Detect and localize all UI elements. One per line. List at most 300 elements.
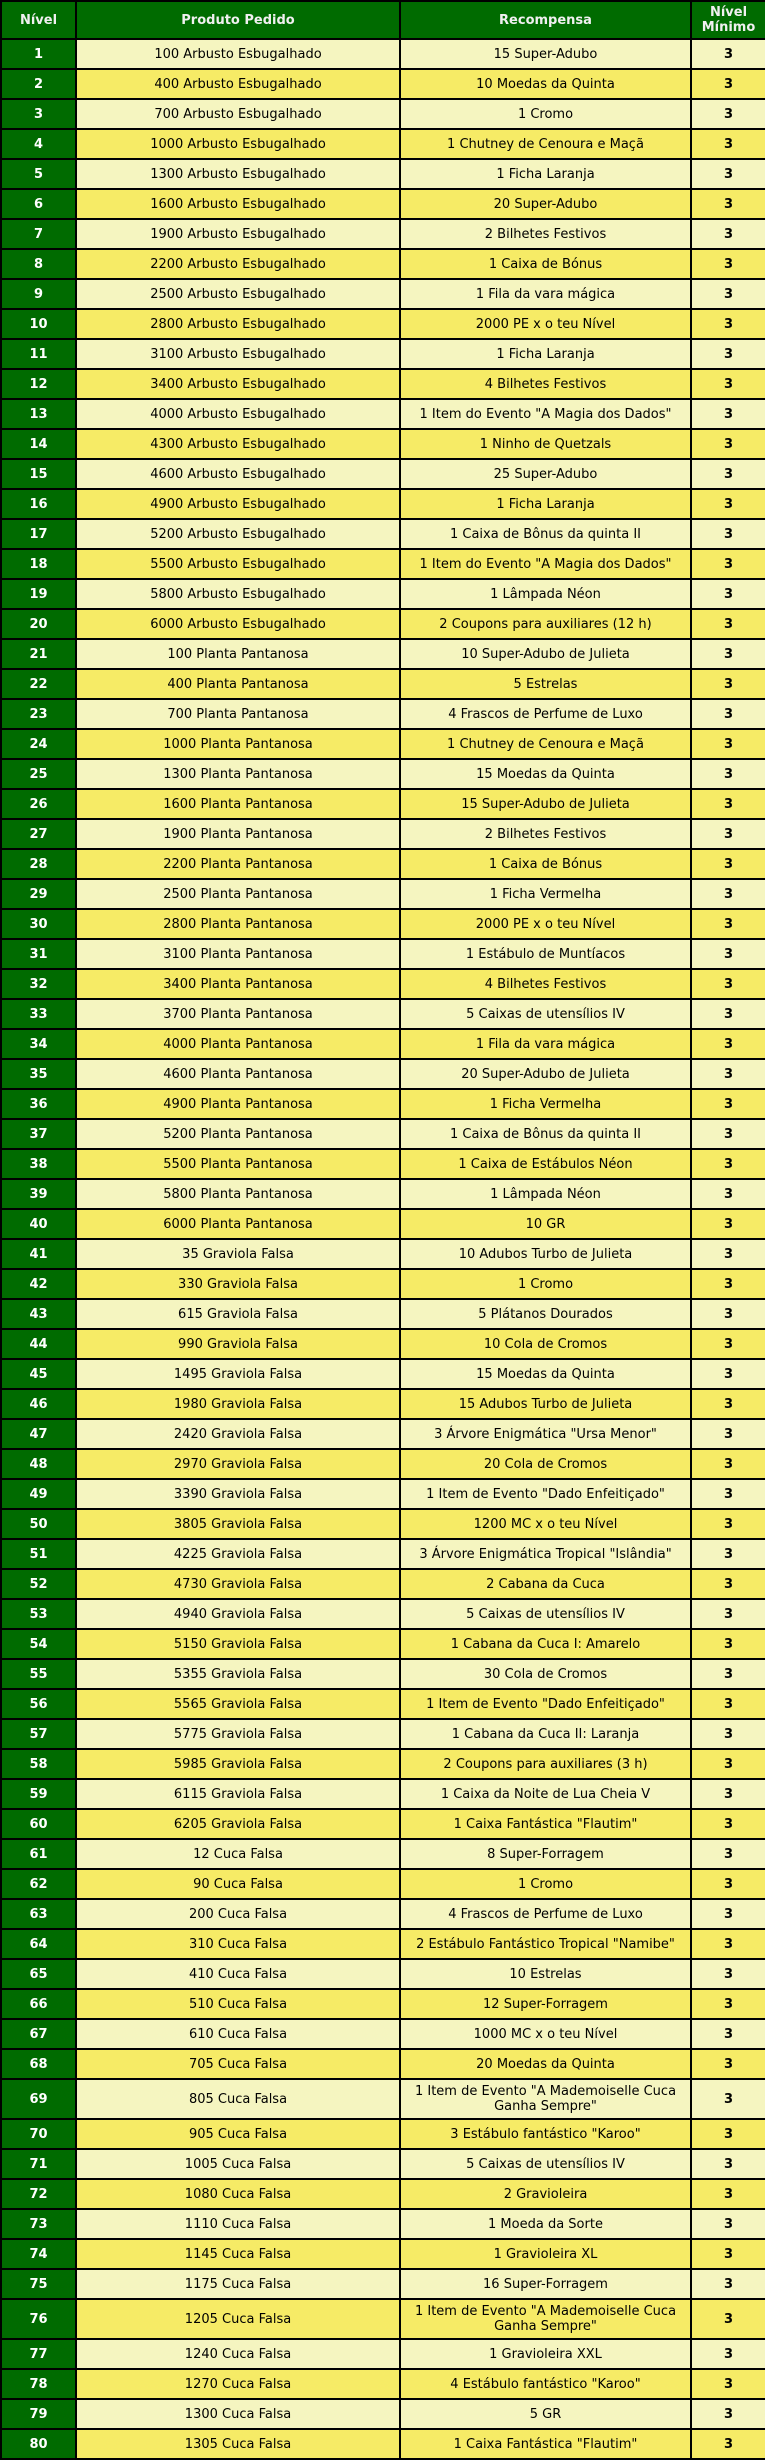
table-row: [1, 2369, 765, 2399]
table-row: [1, 2399, 765, 2429]
product-cell: 3100 Planta Pantanosa: [76, 939, 400, 969]
reward-cell: 1 Item do Evento "A Magia dos Dados": [400, 399, 691, 429]
level-cell: 23: [1, 699, 76, 729]
product-cell: 3700 Planta Pantanosa: [76, 999, 400, 1029]
table-row: [1, 909, 765, 939]
table-row: [1, 2049, 765, 2079]
level-cell: 18: [1, 549, 76, 579]
table-row: [1, 99, 765, 129]
min-level-cell: 3: [691, 849, 765, 879]
table-row: [1, 1719, 765, 1749]
level-cell: 70: [1, 2119, 76, 2149]
min-level-cell: 3: [691, 39, 765, 69]
table-row: [1, 1089, 765, 1119]
level-cell: 44: [1, 1329, 76, 1359]
reward-cell: 1 Caixa de Bônus da quinta II: [400, 1119, 691, 1149]
table-row: [1, 2119, 765, 2149]
product-cell: 905 Cuca Falsa: [76, 2119, 400, 2149]
product-cell: 1110 Cuca Falsa: [76, 2209, 400, 2239]
product-cell: 2500 Arbusto Esbugalhado: [76, 279, 400, 309]
table-row: [1, 819, 765, 849]
product-cell: 4940 Graviola Falsa: [76, 1599, 400, 1629]
reward-cell: 1 Lâmpada Néon: [400, 579, 691, 609]
level-cell: 78: [1, 2369, 76, 2399]
min-level-cell: 3: [691, 1149, 765, 1179]
reward-cell: 1 Item de Evento "Dado Enfeitiçado": [400, 1479, 691, 1509]
min-level-cell: 3: [691, 549, 765, 579]
table-row: [1, 2209, 765, 2239]
product-cell: 3400 Arbusto Esbugalhado: [76, 369, 400, 399]
product-cell: 2800 Arbusto Esbugalhado: [76, 309, 400, 339]
min-level-cell: 3: [691, 579, 765, 609]
min-level-cell: 3: [691, 2049, 765, 2079]
min-level-cell: 3: [691, 1809, 765, 1839]
product-cell: 5200 Arbusto Esbugalhado: [76, 519, 400, 549]
product-cell: 3390 Graviola Falsa: [76, 1479, 400, 1509]
min-level-cell: 3: [691, 789, 765, 819]
table-row: [1, 1359, 765, 1389]
level-cell: 45: [1, 1359, 76, 1389]
level-cell: 16: [1, 489, 76, 519]
product-cell: 4300 Arbusto Esbugalhado: [76, 429, 400, 459]
header-product: Produto Pedido: [76, 1, 400, 39]
level-cell: 8: [1, 249, 76, 279]
level-cell: 73: [1, 2209, 76, 2239]
min-level-cell: 3: [691, 1779, 765, 1809]
product-cell: 1005 Cuca Falsa: [76, 2149, 400, 2179]
product-cell: 2200 Planta Pantanosa: [76, 849, 400, 879]
min-level-cell: 3: [691, 1629, 765, 1659]
product-cell: 5200 Planta Pantanosa: [76, 1119, 400, 1149]
table-row: [1, 1809, 765, 1839]
level-cell: 71: [1, 2149, 76, 2179]
reward-cell: 4 Bilhetes Festivos: [400, 969, 691, 999]
min-level-cell: 3: [691, 99, 765, 129]
min-level-cell: 3: [691, 429, 765, 459]
table-row: [1, 219, 765, 249]
min-level-cell: 3: [691, 189, 765, 219]
reward-cell: 1 Chutney de Cenoura e Maçã: [400, 129, 691, 159]
level-cell: 68: [1, 2049, 76, 2079]
table-row: [1, 519, 765, 549]
reward-cell: 2000 PE x o teu Nível: [400, 909, 691, 939]
table-row: [1, 999, 765, 1029]
reward-cell: 15 Moedas da Quinta: [400, 759, 691, 789]
product-cell: 6000 Planta Pantanosa: [76, 1209, 400, 1239]
min-level-cell: 3: [691, 2179, 765, 2209]
min-level-cell: 3: [691, 1029, 765, 1059]
product-cell: 6115 Graviola Falsa: [76, 1779, 400, 1809]
level-cell: 75: [1, 2269, 76, 2299]
product-cell: 5565 Graviola Falsa: [76, 1689, 400, 1719]
reward-cell: 2 Coupons para auxiliares (3 h): [400, 1749, 691, 1779]
level-cell: 32: [1, 969, 76, 999]
level-cell: 19: [1, 579, 76, 609]
product-cell: 705 Cuca Falsa: [76, 2049, 400, 2079]
level-cell: 80: [1, 2429, 76, 2459]
level-cell: 25: [1, 759, 76, 789]
reward-cell: 1 Cabana da Cuca II: Laranja: [400, 1719, 691, 1749]
table-row: [1, 729, 765, 759]
reward-cell: 1 Fila da vara mágica: [400, 1029, 691, 1059]
level-cell: 50: [1, 1509, 76, 1539]
reward-cell: 16 Super-Forragem: [400, 2269, 691, 2299]
level-cell: 36: [1, 1089, 76, 1119]
min-level-cell: 3: [691, 1959, 765, 1989]
header-min-level: Nível Mínimo: [691, 1, 765, 39]
product-cell: 615 Graviola Falsa: [76, 1299, 400, 1329]
level-cell: 58: [1, 1749, 76, 1779]
level-cell: 61: [1, 1839, 76, 1869]
reward-cell: 1200 MC x o teu Nível: [400, 1509, 691, 1539]
table-row: [1, 129, 765, 159]
min-level-cell: 3: [691, 1119, 765, 1149]
table-row: [1, 699, 765, 729]
level-cell: 67: [1, 2019, 76, 2049]
level-cell: 6: [1, 189, 76, 219]
reward-cell: 1 Lâmpada Néon: [400, 1179, 691, 1209]
level-cell: 76: [1, 2299, 76, 2339]
reward-cell: 30 Cola de Cromos: [400, 1659, 691, 1689]
level-cell: 49: [1, 1479, 76, 1509]
reward-cell: 10 Estrelas: [400, 1959, 691, 1989]
table-header-row: [1, 1, 765, 39]
product-cell: 5985 Graviola Falsa: [76, 1749, 400, 1779]
reward-cell: 1 Cabana da Cuca I: Amarelo: [400, 1629, 691, 1659]
reward-cell: 1 Ficha Laranja: [400, 159, 691, 189]
product-cell: 4900 Planta Pantanosa: [76, 1089, 400, 1119]
table-row: [1, 249, 765, 279]
table-row: [1, 309, 765, 339]
min-level-cell: 3: [691, 969, 765, 999]
min-level-cell: 3: [691, 279, 765, 309]
table-row: [1, 1779, 765, 1809]
level-cell: 54: [1, 1629, 76, 1659]
product-cell: 4225 Graviola Falsa: [76, 1539, 400, 1569]
reward-cell: 1 Estábulo de Muntíacos: [400, 939, 691, 969]
reward-cell: 15 Adubos Turbo de Julieta: [400, 1389, 691, 1419]
table-row: [1, 879, 765, 909]
table-row: [1, 279, 765, 309]
level-cell: 13: [1, 399, 76, 429]
level-cell: 69: [1, 2079, 76, 2119]
min-level-cell: 3: [691, 2119, 765, 2149]
level-cell: 28: [1, 849, 76, 879]
min-level-cell: 3: [691, 2209, 765, 2239]
min-level-cell: 3: [691, 759, 765, 789]
product-cell: 5500 Planta Pantanosa: [76, 1149, 400, 1179]
product-cell: 1495 Graviola Falsa: [76, 1359, 400, 1389]
min-level-cell: 3: [691, 1539, 765, 1569]
reward-cell: 1 Item do Evento "A Magia dos Dados": [400, 549, 691, 579]
reward-cell: 1 Ninho de Quetzals: [400, 429, 691, 459]
reward-cell: 1 Item de Evento "A Mademoiselle Cuca Ganha Sempre": [400, 2299, 691, 2339]
min-level-cell: 3: [691, 2269, 765, 2299]
product-cell: 4900 Arbusto Esbugalhado: [76, 489, 400, 519]
reward-cell: 20 Moedas da Quinta: [400, 2049, 691, 2079]
table-row: [1, 1209, 765, 1239]
level-cell: 62: [1, 1869, 76, 1899]
level-cell: 65: [1, 1959, 76, 1989]
min-level-cell: 3: [691, 1389, 765, 1419]
product-cell: 700 Planta Pantanosa: [76, 699, 400, 729]
reward-cell: 1 Caixa Fantástica "Flautim": [400, 1809, 691, 1839]
table-row: [1, 1929, 765, 1959]
product-cell: 6205 Graviola Falsa: [76, 1809, 400, 1839]
min-level-cell: 3: [691, 1899, 765, 1929]
reward-cell: 10 Moedas da Quinta: [400, 69, 691, 99]
table-row: [1, 1059, 765, 1089]
level-cell: 47: [1, 1419, 76, 1449]
product-cell: 1240 Cuca Falsa: [76, 2339, 400, 2369]
table-row: [1, 1389, 765, 1419]
level-cell: 56: [1, 1689, 76, 1719]
min-level-cell: 3: [691, 1839, 765, 1869]
reward-cell: 20 Cola de Cromos: [400, 1449, 691, 1479]
product-cell: 4000 Arbusto Esbugalhado: [76, 399, 400, 429]
min-level-cell: 3: [691, 1659, 765, 1689]
min-level-cell: 3: [691, 369, 765, 399]
reward-cell: 20 Super-Adubo: [400, 189, 691, 219]
table-row: [1, 1659, 765, 1689]
min-level-cell: 3: [691, 699, 765, 729]
table-row: [1, 459, 765, 489]
table-row: [1, 1329, 765, 1359]
table-row: [1, 759, 765, 789]
min-level-cell: 3: [691, 999, 765, 1029]
reward-cell: 5 Caixas de utensílios IV: [400, 1599, 691, 1629]
reward-cell: 1 Ficha Vermelha: [400, 1089, 691, 1119]
reward-cell: 5 GR: [400, 2399, 691, 2429]
product-cell: 1980 Graviola Falsa: [76, 1389, 400, 1419]
reward-cell: 10 Cola de Cromos: [400, 1329, 691, 1359]
reward-cell: 5 Caixas de utensílios IV: [400, 2149, 691, 2179]
table-row: [1, 1449, 765, 1479]
min-level-cell: 3: [691, 1749, 765, 1779]
reward-cell: 5 Estrelas: [400, 669, 691, 699]
reward-cell: 2 Bilhetes Festivos: [400, 219, 691, 249]
reward-cell: 1 Moeda da Sorte: [400, 2209, 691, 2239]
product-cell: 400 Arbusto Esbugalhado: [76, 69, 400, 99]
reward-cell: 15 Moedas da Quinta: [400, 1359, 691, 1389]
product-cell: 310 Cuca Falsa: [76, 1929, 400, 1959]
level-cell: 52: [1, 1569, 76, 1599]
min-level-cell: 3: [691, 219, 765, 249]
product-cell: 12 Cuca Falsa: [76, 1839, 400, 1869]
table-row: [1, 1539, 765, 1569]
reward-cell: 4 Frascos de Perfume de Luxo: [400, 1899, 691, 1929]
level-cell: 26: [1, 789, 76, 819]
level-cell: 48: [1, 1449, 76, 1479]
product-cell: 2800 Planta Pantanosa: [76, 909, 400, 939]
reward-cell: 3 Árvore Enigmática Tropical "Islândia": [400, 1539, 691, 1569]
product-cell: 5775 Graviola Falsa: [76, 1719, 400, 1749]
table-row: [1, 369, 765, 399]
product-cell: 4600 Planta Pantanosa: [76, 1059, 400, 1089]
table-body: [1, 39, 765, 2459]
level-cell: 5: [1, 159, 76, 189]
min-level-cell: 3: [691, 939, 765, 969]
reward-cell: 1 Chutney de Cenoura e Maçã: [400, 729, 691, 759]
min-level-cell: 3: [691, 69, 765, 99]
level-cell: 37: [1, 1119, 76, 1149]
reward-cell: 4 Estábulo fantástico "Karoo": [400, 2369, 691, 2399]
table-row: [1, 1689, 765, 1719]
table-row: [1, 1749, 765, 1779]
level-cell: 74: [1, 2239, 76, 2269]
min-level-cell: 3: [691, 309, 765, 339]
level-cell: 64: [1, 1929, 76, 1959]
table-row: [1, 2239, 765, 2269]
level-cell: 33: [1, 999, 76, 1029]
level-cell: 57: [1, 1719, 76, 1749]
product-cell: 1000 Arbusto Esbugalhado: [76, 129, 400, 159]
reward-cell: 2 Gravioleira: [400, 2179, 691, 2209]
table-row: [1, 1479, 765, 1509]
product-cell: 2970 Graviola Falsa: [76, 1449, 400, 1479]
min-level-cell: 3: [691, 129, 765, 159]
level-cell: 2: [1, 69, 76, 99]
level-cell: 77: [1, 2339, 76, 2369]
min-level-cell: 3: [691, 1329, 765, 1359]
min-level-cell: 3: [691, 1359, 765, 1389]
table-row: [1, 1269, 765, 1299]
min-level-cell: 3: [691, 1239, 765, 1269]
level-cell: 12: [1, 369, 76, 399]
min-level-cell: 3: [691, 1209, 765, 1239]
table-row: [1, 489, 765, 519]
level-cell: 11: [1, 339, 76, 369]
level-cell: 53: [1, 1599, 76, 1629]
table-row: [1, 1959, 765, 1989]
reward-cell: 4 Bilhetes Festivos: [400, 369, 691, 399]
level-cell: 43: [1, 1299, 76, 1329]
min-level-cell: 3: [691, 519, 765, 549]
level-cell: 38: [1, 1149, 76, 1179]
min-level-cell: 3: [691, 1449, 765, 1479]
min-level-cell: 3: [691, 909, 765, 939]
reward-cell: 3 Estábulo fantástico "Karoo": [400, 2119, 691, 2149]
level-cell: 30: [1, 909, 76, 939]
reward-cell: 2 Coupons para auxiliares (12 h): [400, 609, 691, 639]
min-level-cell: 3: [691, 1059, 765, 1089]
product-cell: 4730 Graviola Falsa: [76, 1569, 400, 1599]
level-cell: 60: [1, 1809, 76, 1839]
min-level-cell: 3: [691, 1869, 765, 1899]
product-cell: 400 Planta Pantanosa: [76, 669, 400, 699]
level-cell: 29: [1, 879, 76, 909]
table-row: [1, 1629, 765, 1659]
reward-cell: 10 Adubos Turbo de Julieta: [400, 1239, 691, 1269]
reward-cell: 1 Gravioleira XXL: [400, 2339, 691, 2369]
min-level-cell: 3: [691, 489, 765, 519]
product-cell: 410 Cuca Falsa: [76, 1959, 400, 1989]
reward-cell: 1 Caixa de Bónus: [400, 849, 691, 879]
reward-cell: 1 Caixa Fantástica "Flautim": [400, 2429, 691, 2459]
table-row: [1, 2339, 765, 2369]
table-row: [1, 2269, 765, 2299]
min-level-cell: 3: [691, 249, 765, 279]
product-cell: 3805 Graviola Falsa: [76, 1509, 400, 1539]
level-cell: 10: [1, 309, 76, 339]
reward-cell: 1 Caixa de Bônus da quinta II: [400, 519, 691, 549]
min-level-cell: 3: [691, 1179, 765, 1209]
table-row: [1, 2299, 765, 2339]
table-row: [1, 789, 765, 819]
min-level-cell: 3: [691, 639, 765, 669]
table-row: [1, 2079, 765, 2119]
reward-cell: 1 Cromo: [400, 1869, 691, 1899]
min-level-cell: 3: [691, 1569, 765, 1599]
table-row: [1, 189, 765, 219]
min-level-cell: 3: [691, 339, 765, 369]
min-level-cell: 3: [691, 819, 765, 849]
min-level-cell: 3: [691, 609, 765, 639]
table-row: [1, 2179, 765, 2209]
level-cell: 17: [1, 519, 76, 549]
reward-cell: 15 Super-Adubo de Julieta: [400, 789, 691, 819]
table-row: [1, 1179, 765, 1209]
table-row: [1, 1899, 765, 1929]
level-cell: 59: [1, 1779, 76, 1809]
min-level-cell: 3: [691, 2339, 765, 2369]
table-row: [1, 1869, 765, 1899]
header-reward: Recompensa: [400, 1, 691, 39]
product-cell: 4600 Arbusto Esbugalhado: [76, 459, 400, 489]
level-cell: 3: [1, 99, 76, 129]
min-level-cell: 3: [691, 1479, 765, 1509]
table-row: [1, 579, 765, 609]
product-cell: 100 Arbusto Esbugalhado: [76, 39, 400, 69]
level-cell: 22: [1, 669, 76, 699]
level-cell: 14: [1, 429, 76, 459]
reward-cell: 1 Ficha Laranja: [400, 489, 691, 519]
product-cell: 990 Graviola Falsa: [76, 1329, 400, 1359]
level-cell: 27: [1, 819, 76, 849]
level-cell: 66: [1, 1989, 76, 2019]
min-level-cell: 3: [691, 1719, 765, 1749]
level-cell: 15: [1, 459, 76, 489]
product-cell: 1300 Arbusto Esbugalhado: [76, 159, 400, 189]
reward-cell: 5 Caixas de utensílios IV: [400, 999, 691, 1029]
table-row: [1, 1239, 765, 1269]
product-cell: 610 Cuca Falsa: [76, 2019, 400, 2049]
table-row: [1, 1569, 765, 1599]
table-row: [1, 549, 765, 579]
level-cell: 41: [1, 1239, 76, 1269]
level-cell: 46: [1, 1389, 76, 1419]
product-cell: 805 Cuca Falsa: [76, 2079, 400, 2119]
min-level-cell: 3: [691, 1599, 765, 1629]
level-cell: 72: [1, 2179, 76, 2209]
product-cell: 1205 Cuca Falsa: [76, 2299, 400, 2339]
reward-cell: 2000 PE x o teu Nível: [400, 309, 691, 339]
table-row: [1, 339, 765, 369]
level-cell: 39: [1, 1179, 76, 1209]
table-row: [1, 939, 765, 969]
min-level-cell: 3: [691, 2079, 765, 2119]
min-level-cell: 3: [691, 1929, 765, 1959]
min-level-cell: 3: [691, 1509, 765, 1539]
reward-cell: 1 Ficha Vermelha: [400, 879, 691, 909]
min-level-cell: 3: [691, 2299, 765, 2339]
level-cell: 42: [1, 1269, 76, 1299]
table-row: [1, 399, 765, 429]
min-level-cell: 3: [691, 1269, 765, 1299]
table-row: [1, 669, 765, 699]
level-cell: 34: [1, 1029, 76, 1059]
product-cell: 1270 Cuca Falsa: [76, 2369, 400, 2399]
